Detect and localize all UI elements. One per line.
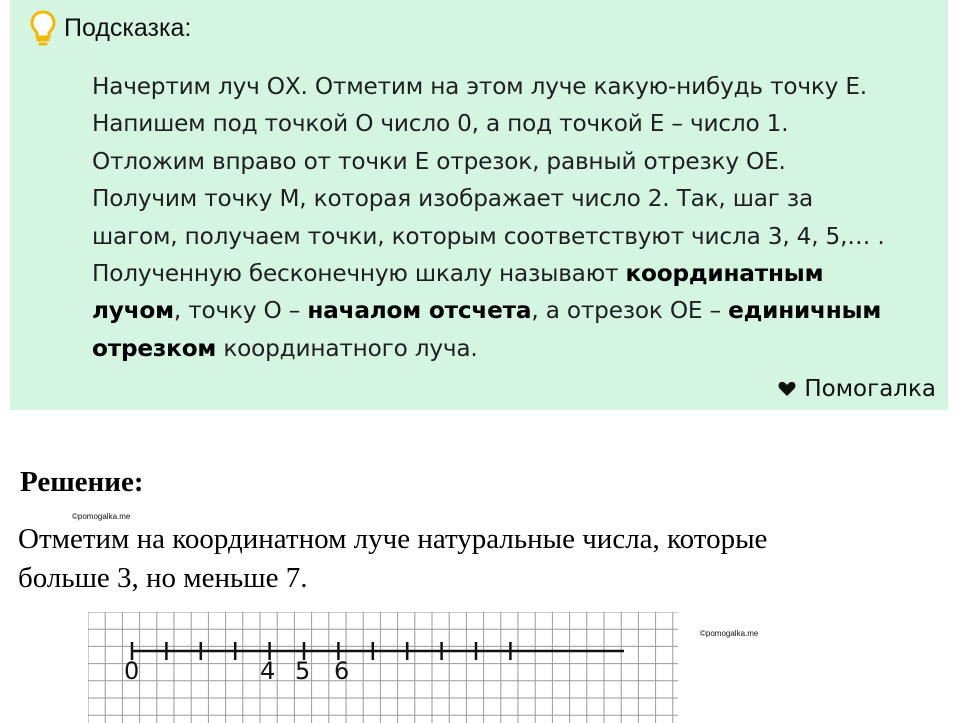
hint-text-span: Полученную бесконечную шкалу называют [92, 260, 626, 288]
hint-line: Начертим луч ОХ. Отметим на этом луче какую-нибудь точку Е. [92, 73, 867, 100]
lightbulb-icon [30, 10, 56, 46]
hint-line: шагом, получаем точки, которым соответствуют числа 3, 4, 5,… . [92, 222, 885, 250]
hint-line: Отложим вправо от точки Е отрезок, равный отрезку ОЕ. [92, 147, 786, 175]
hint-line: Получим точку М, которая изображает число 2. Так, шаг за [92, 185, 814, 213]
hint-line [92, 330, 937, 367]
solution-paragraph [18, 520, 918, 598]
term-bold: координатным [625, 260, 824, 288]
term-bold: началом отсчета [307, 297, 532, 325]
watermark: ©pomogalka.me [72, 512, 131, 521]
hint-line [92, 255, 937, 292]
hint-title: Подсказка: [64, 13, 192, 42]
hint-text-span: координатного луча. [216, 334, 478, 362]
hint-box [10, 0, 948, 410]
hint-text-span: , а отрезок ОЕ – [531, 297, 729, 325]
grid [88, 612, 678, 723]
solution-title: Решение: [20, 466, 144, 498]
heart-icon [778, 381, 796, 397]
ray-label-6: 6 [334, 657, 350, 685]
brand-name: Помогалка [804, 376, 936, 402]
hint-paragraph [92, 68, 937, 367]
ray-label-4: 4 [260, 657, 276, 685]
term-bold: отрезком [92, 334, 217, 362]
coordinate-ray-figure [88, 612, 678, 723]
ray-label-0: 0 [124, 657, 140, 685]
hint-line: Напишем под точкой О число 0, а под точкой Е – число 1. [92, 110, 789, 138]
solution-line: больше 3, но меньше 7. [18, 562, 308, 594]
coordinate-ray [132, 642, 624, 660]
term-bold: лучом [92, 297, 174, 325]
hint-header [30, 10, 191, 46]
brand-label [778, 376, 936, 402]
solution-line: Отметим на координатном луче натуральные числа, которые [18, 523, 768, 555]
watermark: ©pomogalka.me [700, 629, 759, 638]
ray-label-5: 5 [295, 657, 311, 685]
term-bold: единичным [728, 297, 882, 325]
hint-line [92, 292, 937, 329]
hint-text-span: , точку О – [173, 297, 308, 325]
